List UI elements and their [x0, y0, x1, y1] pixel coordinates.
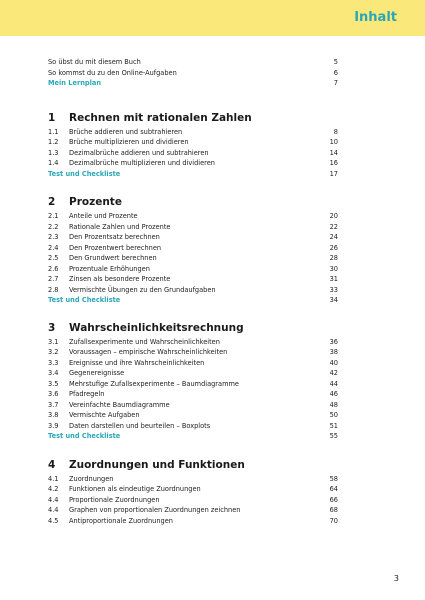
toc-entry[interactable]	[48, 368, 338, 379]
entry-page: 14	[329, 148, 338, 157]
entry-title: Den Grundwert berechnen	[69, 254, 157, 262]
entry-title: Den Prozentwert berechnen	[69, 243, 162, 252]
chapter-title: Wahrscheinlichkeitsrechnung	[69, 321, 244, 334]
entry-page: 24	[329, 233, 338, 241]
entry-page: 40	[329, 358, 338, 367]
toc-entry[interactable]	[48, 484, 338, 495]
entry-page: 38	[329, 348, 338, 356]
entry-title: Brüche multiplizieren und dividieren	[69, 138, 189, 146]
chapter-title: Prozente	[69, 196, 122, 208]
entry-page: 58	[329, 474, 338, 483]
entry-page: 31	[329, 275, 338, 283]
table-of-contents	[48, 57, 338, 526]
toc-entry[interactable]	[48, 274, 338, 285]
entry-title: Antiproportionale Zuordnungen	[69, 516, 173, 525]
entry-page: 64	[329, 485, 338, 493]
toc-entry[interactable]	[48, 347, 338, 358]
entry-number: 3.6	[48, 390, 59, 398]
entry-page: 20	[329, 212, 338, 220]
entry-page: 10	[329, 138, 338, 146]
entry-page: 8	[333, 127, 338, 136]
entry-number: 4.4	[48, 495, 59, 504]
test-checklist-entry[interactable]	[48, 295, 338, 306]
entry-title: Vermischte Aufgaben	[69, 411, 140, 419]
entry-title: Dezimalbrüche multiplizieren und dividieren	[69, 159, 215, 167]
entry-number: 2.1	[48, 212, 59, 220]
entry-number: 2.6	[48, 264, 59, 273]
page-number: 3	[393, 574, 399, 583]
toc-entry[interactable]	[48, 495, 338, 506]
entry-number: 4.2	[48, 485, 59, 493]
entry-page: 33	[329, 285, 338, 294]
chapter-title: Rechnen mit rationalen Zahlen	[69, 111, 252, 124]
entry-title: Prozentuale Erhöhungen	[69, 264, 150, 273]
entry-title: Voraussagen – empirische Wahrscheinlichkeiten	[69, 348, 228, 356]
toc-entry[interactable]	[48, 232, 338, 243]
chapter-heading[interactable]	[48, 458, 338, 472]
entry-page: 30	[329, 264, 338, 273]
chapter-number: 1	[48, 111, 56, 124]
entry-page: 66	[329, 495, 338, 504]
chapter-number: 4	[48, 458, 56, 471]
toc-entry[interactable]	[48, 264, 338, 275]
test-checklist-entry[interactable]	[48, 169, 338, 180]
entry-title: Gegenereignisse	[69, 369, 125, 377]
entry-page: 34	[329, 296, 338, 304]
entry-page: 5	[333, 58, 338, 66]
entry-number: 1.4	[48, 159, 59, 167]
entry-number: 3.9	[48, 421, 59, 430]
entry-page: 36	[329, 337, 338, 346]
toc-entry[interactable]	[48, 379, 338, 390]
entry-page: 51	[329, 421, 338, 430]
entry-page: 42	[329, 369, 338, 377]
chapter-number: 2	[48, 196, 56, 208]
entry-title: So übst du mit diesem Buch	[48, 58, 141, 66]
entry-number: 4.4	[48, 506, 59, 514]
chapter-heading[interactable]	[48, 195, 338, 209]
entry-number: 3.5	[48, 379, 59, 388]
entry-title: Den Prozentsatz berechnen	[69, 233, 160, 241]
toc-entry[interactable]	[48, 222, 338, 233]
entry-title: Ereignisse und ihre Wahrscheinlichkeiten	[69, 358, 205, 367]
entry-number: 2.7	[48, 275, 59, 283]
entry-number: 3.2	[48, 348, 59, 356]
entry-title: Funktionen als eindeutige Zuordnungen	[69, 485, 201, 493]
entry-title: Zufallsexperimente und Wahrscheinlichkeiten	[69, 337, 220, 346]
entry-page: 16	[329, 159, 338, 167]
entry-title: Proportionale Zuordnungen	[69, 495, 160, 504]
entry-number: 3.1	[48, 337, 59, 346]
entry-number: 2.8	[48, 285, 59, 294]
entry-number: 3.4	[48, 369, 59, 377]
entry-page: 48	[329, 400, 338, 409]
toc-entry[interactable]	[48, 421, 338, 432]
entry-title: Dezimalbrüche addieren und subtrahieren	[69, 148, 209, 157]
entry-page: 22	[329, 222, 338, 231]
test-checklist-entry[interactable]	[48, 431, 338, 442]
entry-number: 1.2	[48, 138, 59, 146]
entry-number: 1.1	[48, 127, 59, 136]
chapter-number: 3	[48, 321, 56, 334]
entry-title: Zuordnungen	[69, 474, 114, 483]
entry-number: 3.8	[48, 411, 59, 419]
entry-number: 1.3	[48, 148, 59, 157]
toc-entry[interactable]	[48, 243, 338, 254]
entry-page: 70	[329, 516, 338, 525]
entry-title: So kommst du zu den Online-Aufgaben	[48, 68, 177, 77]
entry-page: 50	[329, 411, 338, 419]
entry-page: 44	[329, 379, 338, 388]
entry-number: 4.5	[48, 516, 59, 525]
entry-title: Vermischte Übungen zu den Grundaufgaben	[69, 285, 216, 294]
toc-entry[interactable]	[48, 389, 338, 400]
entry-page: 68	[329, 506, 338, 514]
toc-entry[interactable]	[48, 505, 338, 516]
entry-title: Graphen von proportionalen Zuordnungen zeichnen	[69, 506, 241, 514]
chapter-heading[interactable]	[48, 321, 338, 335]
toc-entry[interactable]	[48, 127, 338, 138]
entry-title: Brüche addieren und subtrahieren	[69, 127, 183, 136]
entry-page: 55	[329, 432, 338, 440]
chapter-title: Zuordnungen und Funktionen	[69, 458, 245, 471]
entry-page: 7	[333, 79, 338, 87]
entry-title: Pfadregeln	[69, 390, 105, 398]
toc-entry[interactable]	[48, 68, 338, 79]
toc-entry[interactable]	[48, 158, 338, 169]
entry-title: Daten darstellen und beurteilen – Boxplots	[69, 421, 211, 430]
lernplan-entry[interactable]	[48, 78, 338, 89]
entry-title: Zinsen als besondere Prozente	[69, 275, 171, 283]
entry-title: Test und Checkliste	[48, 169, 121, 178]
entry-page: 26	[329, 243, 338, 252]
entry-number: 2.5	[48, 254, 59, 262]
entry-page: 17	[329, 169, 338, 178]
entry-title: Test und Checkliste	[48, 432, 121, 440]
toc-entry[interactable]	[48, 516, 338, 527]
chapter-heading[interactable]	[48, 111, 338, 125]
entry-page: 46	[329, 390, 338, 398]
entry-number: 2.4	[48, 243, 59, 252]
toc-entry[interactable]	[48, 211, 338, 222]
entry-number: 3.3	[48, 358, 59, 367]
entry-number: 4.1	[48, 474, 59, 483]
entry-title: Anteile und Prozente	[69, 212, 138, 220]
toc-entry[interactable]	[48, 285, 338, 296]
page-title: Inhalt	[354, 10, 397, 25]
entry-number: 3.7	[48, 400, 59, 409]
entry-number: 2.2	[48, 222, 59, 231]
toc-entry[interactable]	[48, 57, 338, 68]
entry-title: Test und Checkliste	[48, 296, 121, 304]
entry-number: 2.3	[48, 233, 59, 241]
toc-entry[interactable]	[48, 148, 338, 159]
entry-page: 6	[333, 68, 338, 77]
entry-title: Rationale Zahlen und Prozente	[69, 222, 171, 231]
toc-entry[interactable]	[48, 358, 338, 369]
toc-entry[interactable]	[48, 400, 338, 411]
entry-title: Mehrstufige Zufallsexperimente – Baumdiagramme	[69, 379, 239, 388]
entry-title: Mein Lernplan	[48, 79, 102, 87]
toc-entry[interactable]	[48, 337, 338, 348]
toc-entry[interactable]	[48, 474, 338, 485]
toc-entry[interactable]	[48, 253, 338, 264]
toc-entry[interactable]	[48, 137, 338, 148]
entry-title: Vereinfachte Baumdiagramme	[69, 400, 170, 409]
page-header	[0, 0, 425, 36]
entry-page: 28	[329, 254, 338, 262]
toc-entry[interactable]	[48, 410, 338, 421]
